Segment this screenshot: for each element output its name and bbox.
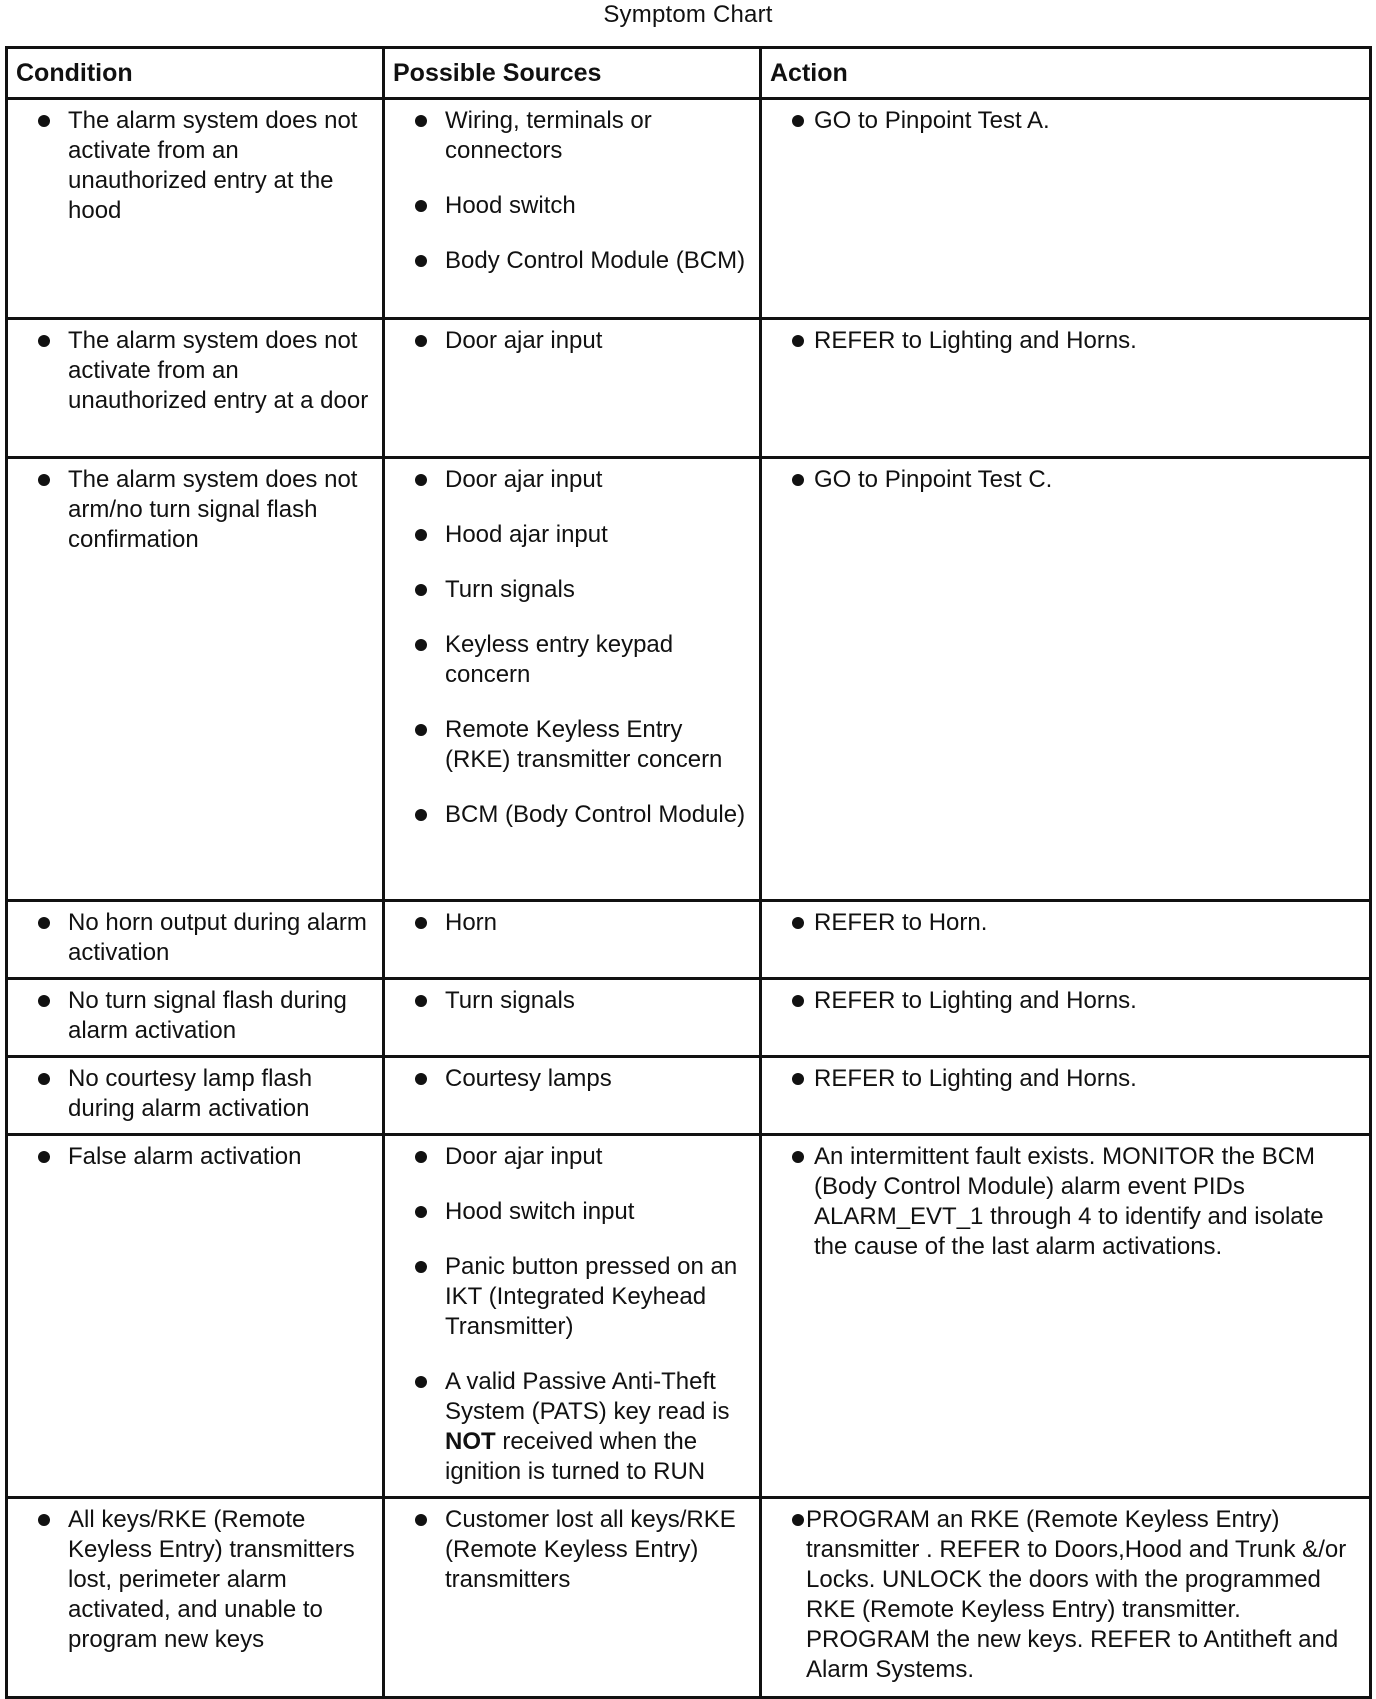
- source-item: Hood switch input: [389, 1197, 751, 1227]
- action-cell: [761, 901, 1371, 979]
- pats-text-not: NOT: [445, 1428, 496, 1455]
- condition-cell: [7, 901, 384, 979]
- source-item: Body Control Module (BCM): [389, 246, 751, 276]
- source-item: Horn: [389, 908, 751, 938]
- condition-item: No courtesy lamp flash during alarm activation: [12, 1064, 374, 1124]
- condition-cell: [7, 319, 384, 458]
- source-item: Hood ajar input: [389, 520, 751, 550]
- source-item: Door ajar input: [389, 465, 751, 495]
- condition-cell: [7, 1057, 384, 1135]
- source-item-pats: [389, 1367, 751, 1487]
- action-cell: [761, 319, 1371, 458]
- action-item: An intermittent fault exists. MONITOR the BCM (Body Control Module) alarm event PIDs ALARM_EVT_1 through 4 to identify and isolate the cause of the last alarm activations.: [766, 1142, 1361, 1262]
- table-row: [7, 319, 1371, 458]
- action-item: REFER to Lighting and Horns.: [766, 986, 1361, 1016]
- table-row: [7, 1498, 1371, 1698]
- condition-cell: [7, 1135, 384, 1498]
- table-row: [7, 901, 1371, 979]
- table-row: [7, 979, 1371, 1057]
- header-possible-sources: Possible Sources: [384, 48, 761, 99]
- sources-cell: [384, 901, 761, 979]
- action-item: REFER to Horn.: [766, 908, 1361, 938]
- sources-cell: [384, 1057, 761, 1135]
- condition-item: No horn output during alarm activation: [12, 908, 374, 968]
- source-item: Door ajar input: [389, 1142, 751, 1172]
- condition-cell: [7, 979, 384, 1057]
- source-item: Customer lost all keys/RKE (Remote Keyless Entry) transmitters: [389, 1505, 751, 1595]
- condition-cell: [7, 99, 384, 319]
- condition-item: False alarm activation: [12, 1142, 374, 1172]
- chart-title: Symptom Chart: [603, 1, 773, 28]
- action-item: GO to Pinpoint Test C.: [766, 465, 1361, 495]
- action-cell: [761, 979, 1371, 1057]
- condition-item: No turn signal flash during alarm activation: [12, 986, 374, 1046]
- condition-item: The alarm system does not activate from an unauthorized entry at a door: [12, 326, 374, 416]
- table-row: [7, 1057, 1371, 1135]
- sources-cell: [384, 979, 761, 1057]
- condition-item: The alarm system does not arm/no turn signal flash confirmation: [12, 465, 374, 555]
- source-item: Door ajar input: [389, 326, 751, 356]
- source-item: Keyless entry keypad concern: [389, 630, 751, 690]
- source-item: Hood switch: [389, 191, 751, 221]
- action-item: REFER to Lighting and Horns.: [766, 1064, 1361, 1094]
- action-cell: [761, 1057, 1371, 1135]
- header-action: Action: [761, 48, 1371, 99]
- source-item: Turn signals: [389, 575, 751, 605]
- source-item: Courtesy lamps: [389, 1064, 751, 1094]
- action-item: GO to Pinpoint Test A.: [766, 106, 1361, 136]
- sources-cell: [384, 319, 761, 458]
- source-item: Turn signals: [389, 986, 751, 1016]
- source-item: Panic button pressed on an IKT (Integrated Keyhead Transmitter): [389, 1252, 751, 1342]
- sources-cell: [384, 1135, 761, 1498]
- action-cell: [761, 1135, 1371, 1498]
- action-item: REFER to Lighting and Horns.: [766, 326, 1361, 356]
- source-item: Wiring, terminals or connectors: [389, 106, 751, 166]
- source-item: Remote Keyless Entry (RKE) transmitter concern: [389, 715, 751, 775]
- symptom-chart-table: [5, 46, 1372, 1699]
- sources-cell: [384, 1498, 761, 1698]
- condition-cell: [7, 1498, 384, 1698]
- sources-cell: [384, 458, 761, 901]
- pats-text-after: received when the ignition is turned to RUN: [445, 1428, 706, 1485]
- table-row: [7, 1135, 1371, 1498]
- table-row: [7, 99, 1371, 319]
- action-item: PROGRAM an RKE (Remote Keyless Entry) transmitter . REFER to Doors,Hood and Trunk &/or Locks. UNLOCK the doors with the programmed RKE (Remote Keyless Entry) transmitter. PROGRAM the new keys. REFER to Antitheft and Alarm Systems.: [766, 1505, 1361, 1685]
- action-cell: [761, 458, 1371, 901]
- action-cell: [761, 99, 1371, 319]
- header-condition: Condition: [7, 48, 384, 99]
- condition-item: The alarm system does not activate from an unauthorized entry at the hood: [12, 106, 374, 226]
- condition-item: All keys/RKE (Remote Keyless Entry) transmitters lost, perimeter alarm activated, and unable to program new keys: [12, 1505, 374, 1655]
- pats-text-before: A valid Passive Anti-Theft System (PATS) key read is: [445, 1368, 730, 1425]
- condition-cell: [7, 458, 384, 901]
- header-row: [7, 48, 1371, 99]
- sources-cell: [384, 99, 761, 319]
- source-item: BCM (Body Control Module): [389, 800, 751, 830]
- action-cell: [761, 1498, 1371, 1698]
- table-row: [7, 458, 1371, 901]
